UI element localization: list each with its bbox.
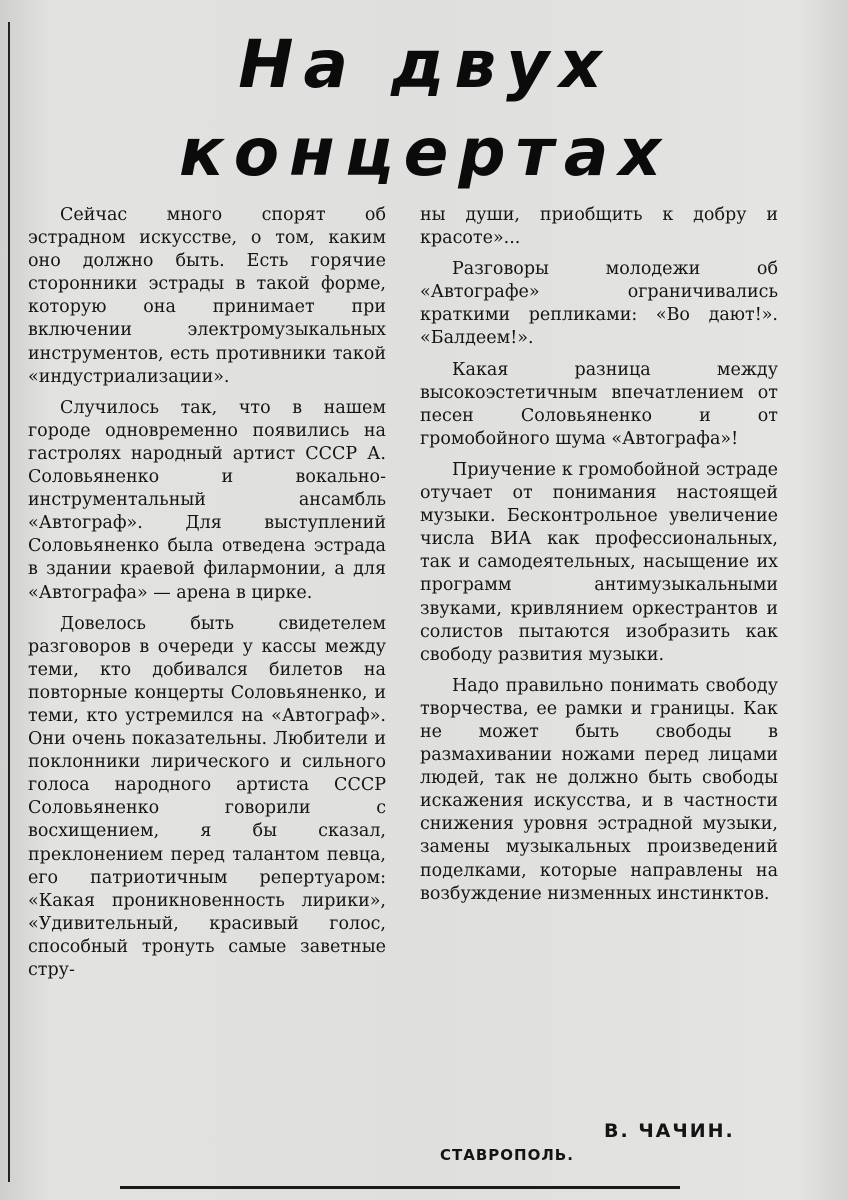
author-signature: В. ЧАЧИН. [604, 1120, 735, 1142]
headline-line-2: концертах [178, 114, 672, 191]
paragraph: Какая разница между высокоэстетичным впечатлением от песен Соловьяненко и от громобойного шума «Автографа»! [420, 359, 778, 449]
paragraph: Случилось так, что в нашем городе одновременно появились на гастролях народный артист СССР А. Соловьяненко и вокально-инструментальный ансамбль «Автограф». Для выступлений Соловьяненко была отведена эстрада в здании краевой филармонии, а для «Автографа» — арена в цирке. [28, 397, 386, 603]
headline-line-1: На двух [238, 26, 612, 103]
paragraph: ны души, приобщить к добру и красоте»... [420, 205, 778, 249]
paragraph: Надо правильно понимать свободу творчества, ее рамки и границы. Как не может быть свободы в размахивании ножами перед лицами людей, так не должно быть свободы искажения искусства, и в частности снижения уровня эстрадной музыки, замены музыкальных произведений поделками, которые направлены на возбуждение низменных инстинктов. [420, 675, 778, 904]
column-rule [8, 22, 10, 1182]
paragraph: Сейчас много спорят об эстрадном искусстве, о том, каким оно должно быть. Есть горячие сторонники эстрады в такой форме, которую она принимает при включении электромузыкальных инструментов, есть противники такой «индустриализации». [28, 205, 386, 387]
article-column-right [420, 204, 778, 914]
city-dateline: СТАВРОПОЛЬ. [440, 1146, 574, 1164]
paragraph: Разговоры молодежи об «Автографе» ограничивались краткими репликами: «Во дают!». «Балдеем!». [420, 259, 778, 349]
article-column-left [28, 204, 386, 990]
paragraph: Приучение к громобойной эстраде отучает от понимания настоящей музыки. Бесконтрольное увеличение числа ВИА как профессиональных, так и самодеятельных, насыщение их программ антимузыкальными звуками, кривлянием оркестрантов и солистов пытаются изобразить как свободу развития музыки. [420, 459, 778, 665]
paragraph: Довелось быть свидетелем разговоров в очереди у кассы между теми, кто добивался билетов на повторные концерты Соловьяненко, и теми, кто устремился на «Автограф». Они очень показательны. Любители и поклонники лирического и сильного голоса народного артиста СССР Соловьяненко говорили с восхищением, я бы сказал, преклонением перед талантом певца, его патриотичным репертуаром: «Какая проникновенность лирики», «Удивительный, красивый голос, способный тронуть самые заветные стру- [28, 613, 386, 980]
bottom-divider [120, 1186, 680, 1189]
